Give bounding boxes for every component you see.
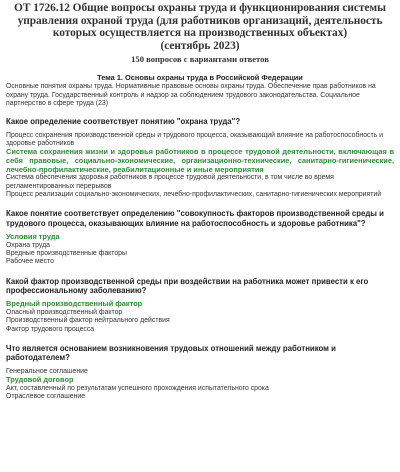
answer-3-4: Фактор трудового процесса xyxy=(6,325,95,333)
answer-4-1: Генеральное соглашение xyxy=(6,367,88,375)
answer-1-3: Система обеспечения здоровья работников в процессе трудовой деятельности, в том числе во время регламентированных перерывов xyxy=(6,174,334,190)
title-line-4: (сентябрь 2023) xyxy=(160,39,240,52)
document-title xyxy=(6,2,394,52)
title-line-3: которых осуществляется на производственных объектах) xyxy=(52,27,348,40)
answer-2-1-correct: Условия труда xyxy=(6,232,60,242)
question-2: Какое понятие соответствует определению "совокупность факторов производственной среды и трудового процесса, оказывающих влияние на работоспособность и здоровье работника"? xyxy=(6,209,384,228)
topic-description: Основные понятия охраны труда. Нормативные правовые основы охраны труда. Обеспечение прав работников на охрану труда. Государственный контроль и надзор за соблюдением трудового законодательства. Социальное партнерство в сфере труда (23) xyxy=(6,83,376,107)
title-line-1: ОТ 1726.12 Общие вопросы охраны труда и функционирования системы xyxy=(14,2,386,14)
answer-4-2-correct: Трудовой договор xyxy=(6,375,74,385)
topic-heading: Тема 1. Основы охраны труда в Российской Федерации xyxy=(97,73,303,83)
document-subtitle: 150 вопросов с вариантами ответов xyxy=(131,54,269,65)
answer-1-1: Процесс сохранения производственной среды и трудового процесса, оказывающий влияние на работоспособность и здоровье работников xyxy=(6,131,384,147)
answer-2-3: Вредные производственные факторы xyxy=(6,250,127,258)
question-1: Какое определение соответствует понятию "охрана труда"? xyxy=(6,117,241,127)
answer-1-2-correct: Система сохранения жизни и здоровья работников в процессе трудовой деятельности, включающая в себя правовые, социально-экономические, организационно-технические, санитарно-гигиенические, лечебно-профилактические, реабилитационные и иные мероприятия xyxy=(6,147,394,174)
answer-3-2: Опасный производственный фактор xyxy=(6,309,123,317)
title-line-2: управления охраной труда (для работников организаций, деятельность xyxy=(17,14,383,27)
answer-3-3: Производственный фактор нейтрального действия xyxy=(6,317,170,325)
answers-3 xyxy=(6,300,394,334)
answer-2-2: Охрана труда xyxy=(6,241,50,249)
answer-2-4: Рабочее место xyxy=(6,258,54,266)
question-4: Что является основанием возникновения трудовых отношений между работником и работодателем? xyxy=(6,344,336,363)
question-3: Какой фактор производственной среды при воздействии на работника может привести к его профессиональному заболеванию? xyxy=(6,276,369,296)
answers-4 xyxy=(6,368,394,402)
answers-2 xyxy=(6,233,394,267)
answer-4-4: Отраслевое соглашение xyxy=(6,393,86,401)
answers-1 xyxy=(6,132,394,200)
answer-1-4: Процесс реализации социально-экономических, лечебно-профилактических, санитарно-гигиенических мероприятий xyxy=(6,190,382,198)
answer-3-1-correct: Вредный производственный фактор xyxy=(6,299,143,309)
answer-4-3: Акт, составленный по результатам успешного прохождения испытательного срока xyxy=(6,384,269,392)
